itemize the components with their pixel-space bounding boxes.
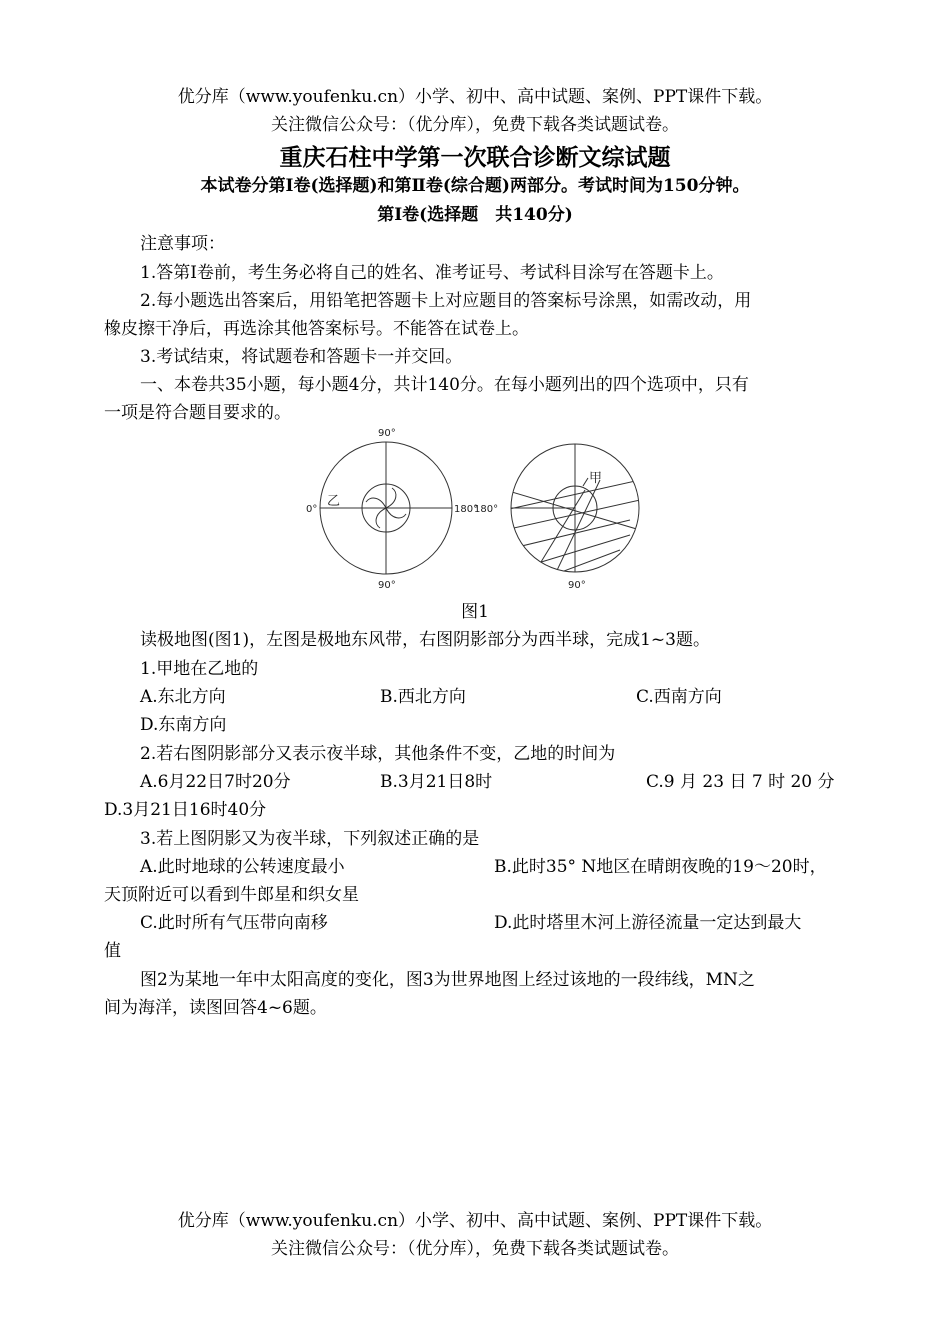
q2-option-b: B.3月21日8时 [380,772,493,792]
q1-option-d: D.东南方向 [140,715,227,735]
section-intro-a: 一、本卷共35小题，每小题4分，共计140分。在每小题列出的四个选项中，只有 [140,375,749,395]
q3-option-c: C.此时所有气压带向南移 [140,913,328,933]
exam-title: 重庆石柱中学第一次联合诊断文综试题 [279,144,671,171]
polar-maps-svg [300,420,650,595]
label-jia: 甲 [589,471,603,486]
jia-pointer [583,478,588,486]
wind-arrow-2 [386,488,396,508]
footer-line-2: 关注微信公众号：（优分库），免费下载各类试题试卷。 [271,1239,679,1259]
figure-1-polar-maps [300,420,650,595]
left-label-bottom: 90° [378,580,396,591]
q2-option-c: C.9 月 23 日 7 时 20 分 [646,772,835,792]
figure-1-caption: 图1 [461,602,489,622]
wind-arrow-4 [376,508,386,528]
left-label-top: 90° [378,428,396,439]
exam-subtitle: 本试卷分第Ⅰ卷(选择题)和第Ⅱ卷(综合题)两部分。考试时间为150分钟。 [200,176,750,196]
left-label-180: 180° [454,504,479,515]
q3-option-d-line1: D.此时塔里木河上游径流量一定达到最大 [494,913,802,933]
wind-arrow-3 [386,508,406,518]
note-3: 3.考试结束，将试题卷和答题卡一并交回。 [140,347,463,367]
q3-option-b-line2: 天顶附近可以看到牛郎星和织女星 [104,885,359,905]
q3-option-d-line2: 值 [104,941,121,961]
q3-option-a: A.此时地球的公转速度最小 [140,857,345,877]
footer-line-1: 优分库（www.youfenku.cn）小学、初中、高中试题、案例、PPT课件下载。 [177,1211,773,1231]
note-2a: 2.每小题选出答案后，用铅笔把答题卡上对应题目的答案标号涂黑，如需改动，用 [140,291,752,311]
q1-option-c: C.西南方向 [636,687,722,707]
reading-prompt-2b: 间为海洋，读图回答4~6题。 [104,998,327,1018]
left-label-0: 0° [306,504,318,515]
right-label-180: 180° [474,504,499,515]
label-yi: 乙 [327,494,341,509]
wind-arrow-1 [366,498,386,508]
q1-option-b: B.西北方向 [380,687,466,707]
q3-option-b-line1: B.此时35° N地区在晴朗夜晚的19～20时， [494,857,827,877]
question-2: 2.若右图阴影部分又表示夜半球，其他条件不变，乙地的时间为 [140,744,616,764]
header-line-1: 优分库（www.youfenku.cn）小学、初中、高中试题、案例、PPT课件下载。 [177,87,773,107]
right-label-bottom: 90° [568,580,586,591]
note-2b: 橡皮擦干净后，再选涂其他答案标号。不能答在试卷上。 [104,319,529,339]
right-polar-map [505,444,640,585]
section-intro-b: 一项是符合题目要求的。 [104,403,291,423]
question-1: 1.甲地在乙地的 [140,659,259,679]
q2-option-a: A.6月22日7时20分 [140,772,291,792]
reading-prompt-2a: 图2为某地一年中太阳高度的变化，图3为世界地图上经过该地的一段纬线，MN之 [140,970,755,990]
shaded-hatching [505,444,640,585]
header-line-2: 关注微信公众号：（优分库），免费下载各类试题试卷。 [271,115,679,135]
note-1: 1.答第Ⅰ卷前，考生务必将自己的姓名、准考证号、考试科目涂写在答题卡上。 [140,263,724,283]
q1-option-a: A.东北方向 [140,687,226,707]
notes-heading: 注意事项： [140,234,225,254]
part-1-heading: 第Ⅰ卷(选择题 共140分) [377,205,573,225]
q2-option-d: D.3月21日16时40分 [104,800,267,820]
question-3: 3.若上图阴影又为夜半球，下列叙述正确的是 [140,829,480,849]
reading-prompt-1: 读极地图(图1)，左图是极地东风带，右图阴影部分为西半球，完成1~3题。 [140,630,710,650]
